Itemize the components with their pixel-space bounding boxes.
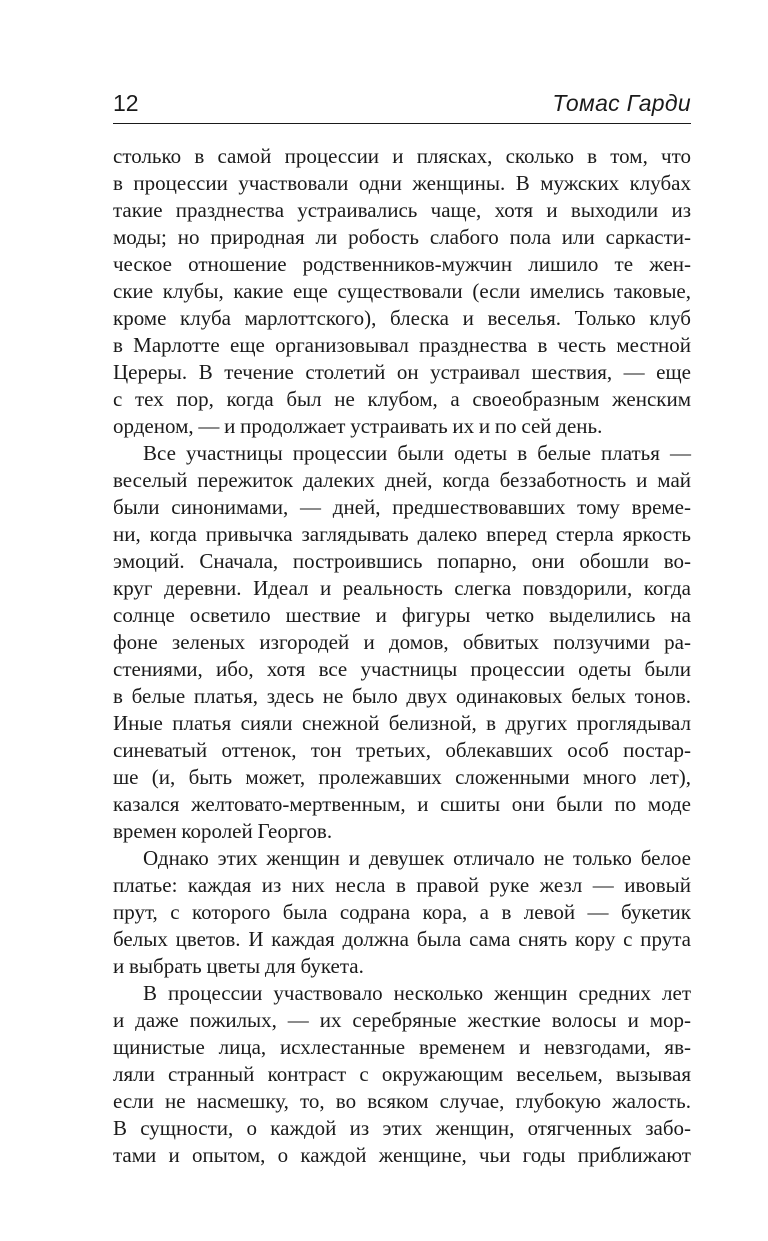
text-line: Все участницы процессии были одеты в белые платья — — [143, 441, 691, 465]
text-line: эмоций. Сначала, построившись попарно, они обошли во- — [113, 549, 691, 573]
text-line: столько в самой процессии и плясках, сколько в том, что — [113, 144, 691, 168]
text-line: стениями, ибо, хотя все участницы процессии одеты были — [113, 657, 691, 681]
text-line: и даже пожилых, — их серебряные жесткие волосы и мор- — [113, 1008, 691, 1032]
text-line: платье: каждая из них несла в правой руке жезл — ивовый — [113, 873, 691, 897]
text-line: в Марлотте еще организовывал празднества в честь местной — [113, 333, 691, 357]
text-line: времен королей Георгов. — [113, 819, 333, 843]
text-line: были синонимами, — дней, предшествовавших тому време- — [113, 495, 691, 519]
body-text — [113, 143, 691, 1169]
text-line: веселый пережиток далеких дней, когда беззаботность и май — [113, 468, 691, 492]
text-line: круг деревни. Идеал и реальность слегка повздорили, когда — [113, 576, 691, 600]
running-title: Томас Гарди — [552, 90, 691, 116]
text-line: такие празднества устраивались чаще, хотя и выходили из — [113, 198, 691, 222]
text-line: кроме клуба марлоттского), блеска и веселья. Только клуб — [113, 306, 691, 330]
text-line: казался желтовато-мертвенным, и сшиты они были по моде — [113, 792, 691, 816]
text-line: с тех пор, когда был не клубом, а своеобразным женским — [113, 387, 691, 411]
text-line: Однако этих женщин и девушек отличало не только белое — [143, 846, 691, 870]
text-line: В процессии участвовало несколько женщин средних лет — [143, 981, 691, 1005]
text-line: Иные платья сияли снежной белизной, в других проглядывал — [113, 711, 691, 735]
header-rule — [113, 123, 691, 124]
text-line: в белые платья, здесь не было двух одинаковых белых тонов. — [113, 684, 691, 708]
text-line: ни, когда привычка заглядывать далеко вперед стерла яркость — [113, 522, 691, 546]
text-line: белых цветов. И каждая должна была сама снять кору с прута — [113, 927, 691, 951]
text-line: фоне зеленых изгородей и домов, обвитых ползучими ра- — [113, 630, 691, 654]
page-number: 12 — [113, 90, 139, 116]
text-line: и выбрать цветы для букета. — [113, 954, 364, 978]
text-line: в процессии участвовали одни женщины. В мужских клубах — [113, 171, 691, 195]
text-line: синеватый оттенок, тон третьих, облекавших особ постар- — [113, 738, 691, 762]
text-line: солнце осветило шествие и фигуры четко выделились на — [113, 603, 691, 627]
text-line: орденом, — и продолжает устраивать их и по сей день. — [113, 414, 603, 438]
text-line: В сущности, о каждой из этих женщин, отягченных забо- — [113, 1116, 691, 1140]
text-line: щинистые лица, исхлестанные временем и невзгодами, яв- — [113, 1035, 691, 1059]
book-page — [113, 0, 691, 1241]
text-line: ше (и, быть может, пролежавших сложенными много лет), — [113, 765, 691, 789]
text-line: если не насмешку, то, во всяком случае, глубокую жалость. — [113, 1089, 691, 1113]
text-line: Цереры. В течение столетий он устраивал шествия, — еще — [113, 360, 691, 384]
text-line: ческое отношение родственников-мужчин лишило те жен- — [113, 252, 691, 276]
text-line: тами и опытом, о каждой женщине, чьи годы приближают — [113, 1143, 691, 1167]
text-line: ские клубы, какие еще существовали (если имелись таковые, — [113, 279, 691, 303]
text-line: ляли странный контраст с окружающим весельем, вызывая — [113, 1062, 691, 1086]
text-line: прут, с которого была содрана кора, а в левой — букетик — [113, 900, 691, 924]
text-line: моды; но природная ли робость слабого пола или саркасти- — [113, 225, 691, 249]
running-head — [113, 88, 691, 122]
